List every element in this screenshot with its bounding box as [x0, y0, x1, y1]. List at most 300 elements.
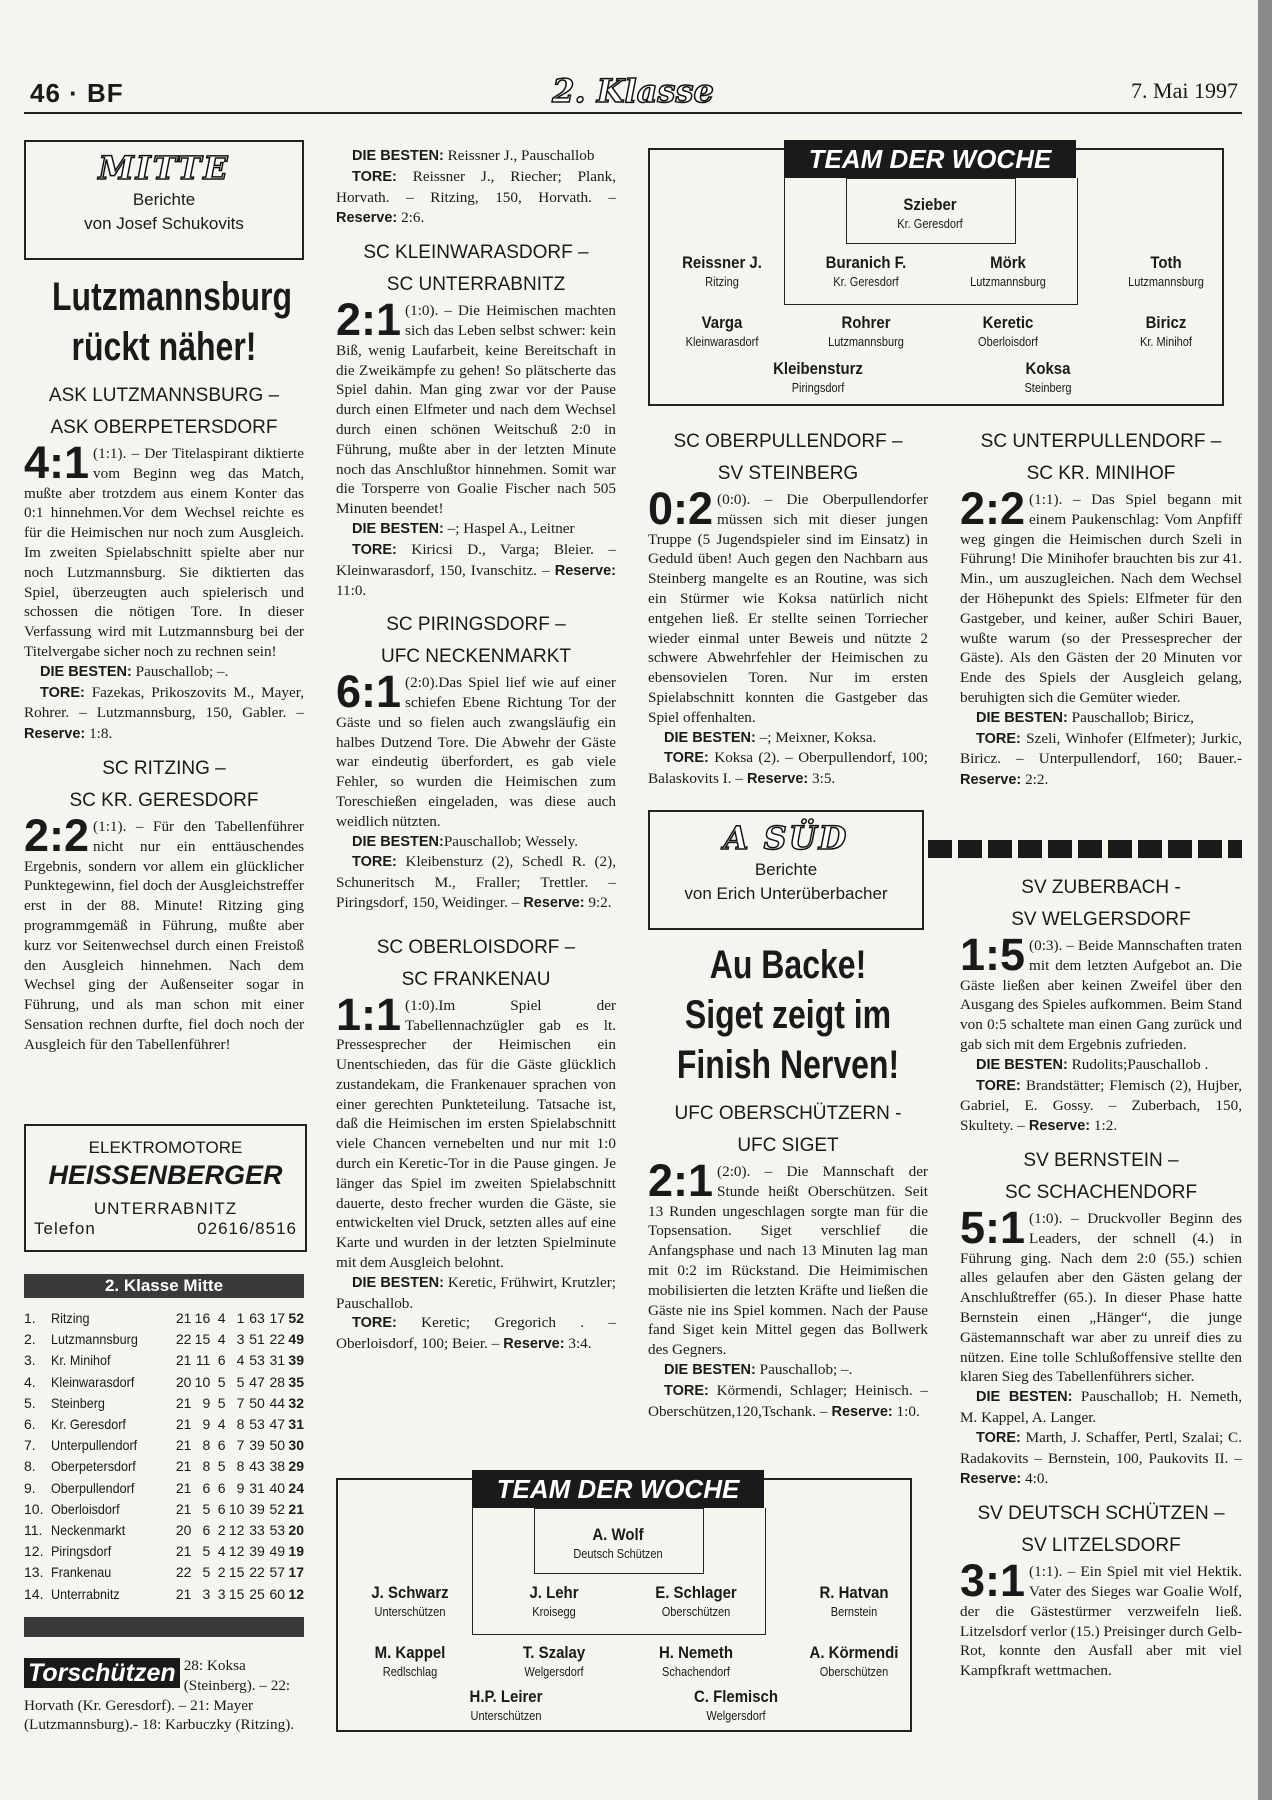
standings-cell: 57: [269, 1564, 286, 1581]
player-club: Welgersdorf: [524, 1665, 584, 1679]
standings-cell: 21: [175, 1479, 192, 1496]
player-name: J. Schwarz: [371, 1583, 449, 1602]
ad-brand: HEISSENBERGER: [48, 1160, 283, 1190]
column-1: [24, 140, 304, 1055]
standings-cell: 20: [175, 1373, 192, 1390]
player-club: Lutzmannsburg: [970, 275, 1046, 289]
game-heading-home: SC KLEINWARASDORF –: [363, 242, 589, 264]
standings-cell: 17: [288, 1564, 304, 1581]
standings-cell: 12.: [24, 1543, 44, 1560]
standings-cell: 22: [249, 1564, 265, 1581]
player-name: E. Schlager: [655, 1583, 737, 1602]
standings-cell: 49: [269, 1543, 286, 1560]
advertisement: [24, 1124, 307, 1252]
standings-row: [24, 1520, 304, 1541]
player-name: Mörk: [990, 253, 1026, 272]
standings-cell: 28: [269, 1373, 286, 1390]
game-heading-home: UFC OBERSCHÜTZERN -: [674, 1102, 902, 1124]
team-player: [958, 358, 1138, 396]
standings-cell: 1.: [24, 1310, 36, 1326]
standings-cell: 11.: [24, 1522, 43, 1539]
standings-cell: 33: [249, 1522, 265, 1539]
goals-line: TORE: Szeli, Winhofer (Elfmeter); Jurkic, Biricz. – Unterpullendorf, 160; Bauer.- Reserve: 2:2.: [960, 729, 1242, 789]
goals-line: TORE: Fazekas, Prikoszovits M., Mayer, Rohrer. – Lutzmannsburg, 150, Gabler. – Reserve: 1:8.: [24, 683, 304, 743]
team-player: [606, 1582, 786, 1620]
goals-line: TORE: Keretic; Gregorich . – Oberloisdorf, 100; Beier. – Reserve: 3:4.: [336, 1314, 616, 1353]
standings-cell: Lutzmannsburg: [51, 1331, 139, 1348]
standings-cell: 19: [288, 1543, 304, 1560]
headline-lutzmannsburg: Lutzmannsburg rückt näher!: [52, 275, 292, 369]
standings-cell: 53: [249, 1352, 265, 1369]
game-report: 2:1 (1:0). – Die Heimischen machten sich das Leben selbst schwer: kein Biß, wenig Laufarbeit, keine Bereitschaft in die Zweikämpfe zu gehen! So plätscherte das Spiel dahin. Man ging zwar vor der Pause durch einen Elfmeter und nach dem Wechsel durch einen schönen Weitschuß 2:0 in Führung, mußte aber in der letzten Minute noch das Anschlußtor hinnehmen. Somit war die Torsperre von Goalie Fischer nach 505 Minuten beendet!: [336, 294, 616, 518]
standings-cell: Steinberg: [51, 1394, 106, 1411]
team-player: [1076, 312, 1256, 350]
team-player: [764, 1582, 944, 1620]
standings-cell: 8: [202, 1437, 211, 1454]
player-name: Koksa: [1025, 359, 1071, 378]
score: 6:1: [336, 666, 402, 718]
standings-cell: 4: [217, 1310, 226, 1326]
best-players: DIE BESTEN: –; Haspel A., Leitner: [352, 519, 575, 537]
standings-cell: Unterrabnitz: [51, 1585, 120, 1602]
standings-cell: 4.: [24, 1373, 36, 1390]
standings-cell: Oberloisdorf: [51, 1500, 120, 1517]
game-heading-home: SV ZUBERBACH -: [1021, 877, 1181, 898]
standings-cell: 13.: [24, 1564, 44, 1581]
standings-cell: 21: [175, 1310, 192, 1326]
player-name: Buranich F.: [825, 253, 907, 272]
standings-cell: 38: [269, 1458, 286, 1475]
goals-line: TORE: Kiricsi D., Varga; Bleier. – Kleinwarasdorf, 150, Ivanschitz. – Reserve: 11:0.: [336, 540, 617, 600]
standings-cell: Kleinwarasdorf: [51, 1373, 135, 1390]
standings-cell: 9.: [24, 1479, 36, 1496]
game-heading-away: SV LITZELSDORF: [1021, 1535, 1181, 1557]
standings-cell: 12: [228, 1543, 245, 1560]
score: 3:1: [960, 1555, 1026, 1607]
standings-cell: 4: [217, 1331, 226, 1348]
team-of-week-mitte: [648, 144, 1224, 406]
game-report: 3:1 (1:1). – Ein Spiel mit viel Hektik. Vater des Sieges war Goalie Wolf, der die Gästestürmer verzweifeln ließ. Litzelsdorf verlor (15.) Preisinger durch Gelb-Rot, konnte den Ausfall aber mit viel Kampfkraft wettmachen.: [960, 1555, 1242, 1680]
best-players: DIE BESTEN: –; Meixner, Koksa.: [664, 728, 877, 746]
standings-cell: 4: [217, 1543, 226, 1560]
player-name: Toth: [1150, 253, 1182, 272]
standings-cell: 44: [269, 1394, 286, 1411]
standings-row: [24, 1393, 304, 1414]
team-player: [764, 1642, 944, 1680]
standings-cell: 2: [217, 1522, 226, 1539]
standings-cell: 12: [288, 1585, 304, 1602]
standings-cell: 7: [236, 1437, 245, 1454]
player-club: Kroisegg: [532, 1605, 576, 1619]
player-name: Keretic: [982, 313, 1034, 332]
best-players: DIE BESTEN: Keretic, Frühwirt, Krutzler; Pauschallob.: [336, 1273, 616, 1312]
best-players: DIE BESTEN: Rudolits;Pauschallob .: [976, 1055, 1209, 1073]
player-name: Reissner J.: [682, 253, 762, 272]
standings-cell: 22: [175, 1331, 192, 1348]
player-name: J. Lehr: [529, 1583, 579, 1602]
standings-cell: 14.: [24, 1585, 44, 1602]
player-name: R. Hatvan: [819, 1583, 889, 1602]
standings-cell: 10: [228, 1500, 245, 1517]
standings-row: [24, 1478, 304, 1499]
standings-cell: 21: [175, 1458, 192, 1475]
standings-cell: 6.: [24, 1416, 36, 1433]
a-sued-title: A SÜD: [723, 818, 849, 857]
standings-cell: 3: [202, 1585, 211, 1602]
best-players: DIE BESTEN: Pauschallob; –.: [40, 662, 229, 680]
game-heading-home: SC PIRINGSDORF –: [386, 614, 566, 636]
game-report: 2:2 (1:1). – Das Spiel begann mit einem Paukenschlag: Vom Anpfiff weg gingen die Heimischen durch Szeli in Führung! Die Minihofer brauchten bis zur 41. Min., um auszugleichen. Nach dem Wechsel der Höhepunkt des Spiels: Elfmeter für den Gastgeber, und keiner, außer Schiri Bauer, wußte warum (so der Pressesprecher der Gäste). Als den Gästen der 20 Minuten vor Ende des Spiels der Ausgleich gelang, beruhigten sich die Gemüter wieder.: [960, 483, 1242, 706]
best-players: DIE BESTEN: Pauschallob; –.: [664, 1360, 853, 1378]
player-name: Rohrer: [841, 313, 891, 332]
standings-cell: 6: [202, 1479, 211, 1496]
standings-cell: 21: [288, 1500, 304, 1517]
standings-cell: 12: [228, 1522, 245, 1539]
standings-cell: Oberpullendorf: [51, 1479, 135, 1496]
standings-cell: 47: [249, 1373, 265, 1390]
score: 4:1: [24, 437, 90, 488]
team-player: [606, 1642, 786, 1680]
score: 2:2: [24, 809, 90, 861]
standings-cell: Ritzing: [51, 1310, 90, 1326]
goals-line: TORE: Kleibensturz (2), Schedl R. (2), Schuneritsch M., Fraller; Trettler. – Piringsdorf, 150, Weidinger. – Reserve: 9:2.: [336, 853, 616, 911]
player-club: Unterschützen: [470, 1709, 542, 1723]
goals-line: TORE: Marth, J. Schaffer, Pertl, Szalai; C. Radakovits – Bernstein, 100, Paukovits II. – Reserve: 4:0.: [960, 1428, 1242, 1488]
game-heading-away: UFC SIGET: [737, 1134, 839, 1156]
standings-cell: 30: [288, 1437, 304, 1454]
game-report: 1:5 (0:3). – Beide Mannschaften traten mit dem letzten Aufgebot an. Die Gäste ließen aber keinen Zweifel über den Ausgang des Spieles aufkommen. Beim Stand von 0:5 schaltete man einen Gang zurück und gab sich mit dem Ergebnis zufrieden.: [960, 929, 1242, 1053]
player-club: Lutzmannsburg: [828, 335, 904, 349]
standings-cell: 25: [249, 1585, 265, 1602]
ad-phone: 02616/8516 Telefon: [34, 1219, 297, 1238]
player-name: M. Kappel: [374, 1643, 446, 1662]
game-heading-home: ASK LUTZMANNSBURG –: [48, 385, 280, 406]
standings-cell: 5.: [24, 1394, 36, 1411]
player-club: Kr. Minihof: [1140, 335, 1192, 349]
standings-cell: 21: [175, 1543, 192, 1560]
standings-row: [24, 1372, 304, 1393]
goals-line: TORE: Brandstätter; Flemisch (2), Hujber, Gabriel, E. Gossy. – Zuberbach, 150, Skultety. – Reserve: 1:2.: [960, 1076, 1242, 1135]
game-report: 2:1 (2:0). – Die Mannschaft der Stunde heißt Oberschützen. Seit 13 Runden ungeschlagen sorgte man für die Topsensation. Siget verschlief die Anfangsphase und nach 13 Minuten lag man mit 0:2 im Rückstand. Die Heimimischen mobilisierten die letzten Kräfte und ließen die Gäste nie ins Spiel kommen. Nach der Pause fand Siget kein Mittel gegen das Bollwerk des Gegners.: [648, 1154, 928, 1359]
goals-line: TORE: Körmendi, Schlager; Heinisch. – Oberschützen,120,Tschank. – Reserve: 1:0.: [648, 1381, 928, 1420]
standings-cell: 1: [236, 1310, 245, 1326]
standings-cell: 31: [249, 1479, 265, 1496]
standings-cell: 53: [249, 1416, 265, 1433]
standings-table: [24, 1274, 304, 1637]
standings-cell: Frankenau: [51, 1564, 112, 1581]
standings-cell: 3.: [24, 1352, 36, 1369]
standings-cell: 8: [236, 1416, 245, 1433]
standings-cell: 63: [249, 1310, 265, 1326]
standings-cell: 2: [217, 1564, 226, 1581]
team-player: [528, 1524, 708, 1562]
standings-cell: 22: [175, 1564, 192, 1581]
player-name: A. Körmendi: [809, 1643, 899, 1662]
standings-cell: 6: [202, 1522, 211, 1539]
score: 2:1: [336, 294, 402, 346]
standings-cell: 22: [269, 1331, 286, 1348]
standings-cell: 4: [217, 1416, 226, 1433]
standings-cell: 3: [236, 1331, 245, 1348]
standings-cell: 10.: [24, 1500, 44, 1517]
game-report: 5:1 (1:0). – Druckvoller Beginn des Leaders, der schnell (4.) in Führung ging. Nach dem 2:0 (55.) schien alles gelaufen aber den Gästen gelang der Anschlußtreffer (65.). In dieser Phase hatte Bernstein einen „Hänger“, die junge Gästemannschaft war aber zu unreif dies zu nützen. Eine tolle Schlußoffensive stellte den klaren Sieg des Tabellenführers sicher.: [960, 1201, 1242, 1386]
game-heading-home: SV DEUTSCH SCHÜTZEN –: [977, 1503, 1225, 1525]
player-name: H.P. Leirer: [469, 1687, 543, 1706]
team-player: [646, 1686, 826, 1724]
ad-town: UNTERRABNITZ: [93, 1199, 238, 1218]
standings-cell: 21: [175, 1352, 192, 1369]
standings-cell: 15: [228, 1585, 245, 1602]
standings-cell: 52: [269, 1500, 286, 1517]
standings-cell: Oberpetersdorf: [51, 1458, 137, 1475]
standings-cell: 8: [202, 1458, 211, 1475]
top-scorers: [24, 1656, 304, 1735]
standings-cell: 21: [175, 1416, 192, 1433]
scorers-text: 28: Koksa (Steinberg). – 22: Horvath (Kr. Geresdorf). – 21: Mayer (Lutzmannsburg).- 18: Karbuczky (Ritzing).: [24, 1657, 295, 1734]
standings-cell: Kr. Minihof: [51, 1352, 111, 1369]
score: 1:1: [336, 988, 402, 1040]
player-club: Oberloisdorf: [978, 335, 1038, 349]
standings-cell: 6: [217, 1437, 226, 1454]
standings-cell: 60: [269, 1585, 286, 1602]
best-players: DIE BESTEN: Pauschallob; Biricz,: [976, 708, 1194, 726]
standings-cell: 29: [288, 1458, 304, 1475]
standings-cell: 40: [269, 1479, 286, 1496]
score: 1:5: [960, 929, 1026, 980]
player-name: Kleibensturz: [773, 359, 863, 378]
standings-title: 2. Klasse Mitte: [24, 1274, 304, 1298]
standings-cell: 51: [249, 1331, 265, 1348]
standings-cell: Kr. Geresdorf: [51, 1416, 127, 1433]
score: 2:2: [960, 483, 1026, 534]
game-heading-home: SC OBERLOISDORF –: [376, 936, 576, 958]
game-heading-away: SC KR. GERESDORF: [69, 789, 259, 811]
team-of-week-sued: [336, 1474, 912, 1732]
standings-row: [24, 1562, 304, 1583]
column-3: [648, 426, 928, 1422]
section-divider: [928, 840, 1242, 858]
team-player: [728, 358, 908, 396]
a-sued-author: von Erich Unterüberbacher: [684, 883, 888, 903]
standings-cell: 7: [236, 1394, 245, 1411]
game-heading-away: SV WELGERSDORF: [1011, 909, 1191, 930]
game-heading-home: SC RITZING –: [102, 757, 226, 779]
standings-cell: 39: [249, 1500, 265, 1517]
standings-cell: 9: [202, 1394, 211, 1411]
standings-cell: 20: [175, 1522, 192, 1539]
standings-cell: 5: [217, 1394, 226, 1411]
ad-phone-number: 02616/8516: [197, 1219, 297, 1238]
standings-cell: 9: [202, 1416, 211, 1433]
goals-line: TORE: Koksa (2). – Oberpullendorf, 100; Balaskovits I. – Reserve: 3:5.: [648, 749, 928, 788]
column-2: [336, 146, 616, 1355]
standings-cell: 8: [236, 1458, 245, 1475]
section-title: 2. Klasse: [552, 72, 714, 110]
standings-cell: 5: [217, 1373, 226, 1390]
mitte-author: von Josef Schukovits: [84, 214, 244, 233]
standings-cell: 5: [202, 1500, 211, 1517]
standings-row: [24, 1329, 304, 1350]
mitte-title: MITTE: [98, 149, 230, 187]
standings-cell: 16: [194, 1310, 211, 1326]
game-report: 2:2 (1:1). – Für den Tabellenführer nicht nur ein enttäuschendes Ergebnis, sondern vor allem ein glücklicher Punktegewinn, fiel doch der Ausgleichstreffer erst in der 88. Minute! Ritzing ging programmgemäß in Führung, mußte aber kurz vor Seitenwechsel durch einen Freistoß den Ausgleich hinnehmen. Nach dem Wechsel ging der Außenseiter sogar in Führung, und als man schon mit einer Sensation rechnen durfte, fiel doch noch der Ausgleich für den Tabellenführer!: [24, 809, 304, 1053]
standings-row: [24, 1435, 304, 1456]
headline-siget: Au Backe! Siget zeigt im Finish Nerven!: [676, 942, 900, 1087]
standings-row: [24, 1308, 304, 1329]
team-player: [1076, 252, 1256, 290]
score: 2:1: [648, 1154, 714, 1206]
standings-cell: 4: [236, 1352, 245, 1369]
team-player: [416, 1686, 596, 1724]
game-heading-away: UFC NECKENMARKT: [380, 646, 571, 668]
standings-cell: 21: [175, 1585, 192, 1602]
game-heading-away: SV STEINBERG: [717, 463, 859, 484]
standings-cell: 5: [217, 1458, 226, 1475]
game-report: 0:2 (0:0). – Die Oberpullendorfer müssen sich mit dieser jungen Truppe (5 Jugendspieler sind im Einsatz) in Geduld üben! Auch gegen den Nachbarn aus Steinberg mangelte es an Routine, was sich ein Stürmer wie Koksa natürlich nicht entgehen ließ. Er stellte seinen Torriecher wieder einmal unter Beweis und nützte 2 schwere Abwehrfehler der Heimischen zu ebensovielen Toren. Nur im ersten Spielabschnitt konnten die Gastgeber das Spiel offenhalten.: [648, 483, 928, 726]
a-sued-box: [648, 810, 924, 930]
standings-cell: Neckenmarkt: [51, 1522, 126, 1539]
game-heading-home: SC UNTERPULLENDORF –: [980, 431, 1222, 452]
standings-cell: 9: [236, 1479, 245, 1496]
standings-row: [24, 1541, 304, 1562]
mitte-line1: Berichte: [132, 190, 196, 209]
game-report: 1:1 (1:0).Im Spiel der Tabellennachzügler gab es lt. Pressesprecher der Heimischen ein Unentschieden, das für die Gäste glücklich zustandekam, die Frankenauer sprachen von einer gerechten Punkteteilung. Tatsache ist, daß die Heimischen im ersten Spielabschnitt viele Chancen vernebelten und nur mit 1:0 durch ein Keretic-Tor in die Pause gingen. Je länger das Spiel im zweiten Spielabschnitt dauerte, desto frecher wurden die Gäste, sie entwickelten viel Druck, setzten alles auf eine Karte und wurden in der letzten Spielminute mit dem Ausgleich belohnt.: [336, 988, 616, 1272]
standings-cell: 5: [202, 1543, 211, 1560]
mitte-box: [24, 140, 304, 260]
player-club: Redlschlag: [382, 1665, 438, 1679]
player-name: H. Nemeth: [658, 1643, 733, 1662]
standings-grid: [24, 1308, 304, 1605]
standings-cell: 6: [217, 1352, 226, 1369]
standings-row: [24, 1414, 304, 1435]
standings-cell: 35: [288, 1373, 304, 1390]
team-player: [918, 312, 1098, 350]
standings-cell: 5: [236, 1373, 245, 1390]
game-heading-home: SV BERNSTEIN –: [1023, 1149, 1179, 1171]
standings-cell: 21: [175, 1437, 192, 1454]
standings-cell: 2.: [24, 1331, 36, 1348]
player-club: Kr. Geresdorf: [833, 275, 899, 289]
player-club: Unterschützen: [374, 1605, 446, 1619]
game-heading-home: SC OBERPULLENDORF –: [673, 431, 903, 452]
player-club: Steinberg: [1024, 381, 1072, 395]
standings-cell: 15: [194, 1331, 211, 1348]
player-club: Schachendorf: [662, 1665, 730, 1679]
standings-cell: 11: [195, 1352, 211, 1369]
score: 5:1: [960, 1201, 1026, 1253]
player-name: Biricz: [1145, 313, 1187, 332]
standings-row: [24, 1584, 304, 1605]
player-name: A. Wolf: [592, 1525, 644, 1544]
standings-cell: 7.: [24, 1437, 36, 1454]
team-title: TEAM DER WOCHE: [472, 1470, 764, 1508]
player-club: Oberschützen: [661, 1605, 731, 1619]
standings-cell: 52: [288, 1310, 304, 1326]
page-header: [24, 72, 1242, 114]
team-title: TEAM DER WOCHE: [784, 140, 1076, 178]
standings-cell: 31: [269, 1352, 286, 1369]
standings-cell: 3: [217, 1585, 226, 1602]
scorers-label: Torschützen: [24, 1658, 180, 1688]
standings-cell: 24: [288, 1479, 304, 1496]
standings-cell: 50: [269, 1437, 286, 1454]
team-player: [840, 194, 1020, 232]
a-sued-line1: Berichte: [754, 859, 818, 879]
player-club: Kr. Geresdorf: [897, 217, 963, 231]
game-heading-away: SC KR. MINIHOF: [1026, 463, 1176, 484]
player-name: Szieber: [903, 195, 957, 214]
player-name: Varga: [701, 313, 743, 332]
standings-cell: 39: [288, 1352, 304, 1369]
standings-cell: Piringsdorf: [51, 1543, 112, 1560]
standings-cell: 5: [202, 1564, 211, 1581]
standings-cell: 6: [217, 1500, 226, 1517]
player-club: Deutsch Schützen: [573, 1547, 663, 1561]
player-name: T. Szalay: [522, 1643, 586, 1662]
standings-cell: 32: [288, 1394, 304, 1411]
standings-cell: 10: [194, 1373, 211, 1390]
player-club: Bernstein: [830, 1605, 878, 1619]
column-4: [960, 426, 1242, 791]
game-heading-away: SC FRANKENAU: [401, 968, 551, 990]
column-4-south: [960, 872, 1242, 1681]
best-players: DIE BESTEN:Pauschallob; Wessely.: [352, 832, 579, 850]
player-club: Ritzing: [705, 275, 739, 289]
game-heading-away: ASK OBERPETERSDORF: [50, 417, 278, 438]
standings-cell: 31: [288, 1416, 304, 1433]
game-report: 4:1 (1:1). – Der Titelaspirant diktierte vom Beginn weg das Match, mußte aber trotzdem aus einem Konter das 0:1 hinnehmen.Vor dem Wechsel reichte es für die Heimischen nur noch zum Ausgleich. Im zweiten Spielabschnitt spielte aber nur noch Lutzmannsburg. Sie diktierten das Spiel, überzeugten auch spielerisch und schossen die nötigen Tore. In dieser Verfassung wird mit Lutzmannsburg bei der Titelvergabe sicher noch zu rechnen sein!: [24, 437, 304, 660]
standings-cell: 8.: [24, 1458, 36, 1475]
standings-cell: 6: [217, 1479, 226, 1496]
standings-cell: 49: [288, 1331, 304, 1348]
player-club: Oberschützen: [819, 1665, 889, 1679]
player-name: C. Flemisch: [694, 1687, 778, 1706]
game-heading-away: SC SCHACHENDORF: [1004, 1181, 1198, 1203]
standings-cell: 21: [175, 1500, 192, 1517]
best-players: DIE BESTEN: Pauschallob; H. Nemeth, M. Kappel, A. Langer.: [960, 1388, 1242, 1426]
standings-cell: 15: [228, 1564, 245, 1581]
player-club: Kleinwarasdorf: [685, 335, 759, 349]
standings-bar: [24, 1617, 304, 1637]
player-club: Lutzmannsburg: [1128, 275, 1204, 289]
standings-cell: 20: [288, 1522, 304, 1539]
best-players: DIE BESTEN: Reissner J., Pauschallob: [352, 147, 595, 164]
goals-line: TORE: Reissner J., Riecher; Plank, Horvath. – Ritzing, 150, Horvath. – Reserve: 2:6.: [336, 167, 616, 227]
standings-row: [24, 1350, 304, 1371]
standings-row: [24, 1456, 304, 1477]
standings-cell: 17: [269, 1310, 286, 1326]
standings-cell: 53: [269, 1522, 286, 1539]
page-edge: [1258, 0, 1272, 1800]
game-heading-away: SC UNTERRABNITZ: [386, 274, 566, 296]
page-number: 46 · BF: [30, 78, 124, 108]
player-club: Piringsdorf: [791, 381, 845, 395]
standings-cell: 21: [175, 1394, 192, 1411]
player-club: Welgersdorf: [706, 1709, 766, 1723]
game-report: 6:1 (2:0).Das Spiel lief wie auf einer schiefen Ebene Richtung Tor der Gäste und so fielen auch zwangsläufig ein halbes Dutzend Tore. Die Abwehr der Gäste war eindeutig überfordert, es gab viele Fehler, so wurden die Heimischen zum Toreschießen eingeladen, was diese auch weidlich nützten.: [336, 666, 616, 830]
score: 0:2: [648, 483, 714, 534]
team-player: [918, 252, 1098, 290]
standings-row: [24, 1499, 304, 1520]
standings-cell: 39: [249, 1543, 265, 1560]
standings-cell: 47: [269, 1416, 286, 1433]
ad-line1: ELEKTROMOTORE: [88, 1138, 243, 1157]
issue-date: 7. Mai 1997: [1131, 78, 1238, 103]
standings-cell: 50: [249, 1394, 265, 1411]
standings-cell: 39: [249, 1437, 265, 1454]
standings-cell: 43: [249, 1458, 265, 1475]
standings-cell: Unterpullendorf: [51, 1437, 138, 1454]
